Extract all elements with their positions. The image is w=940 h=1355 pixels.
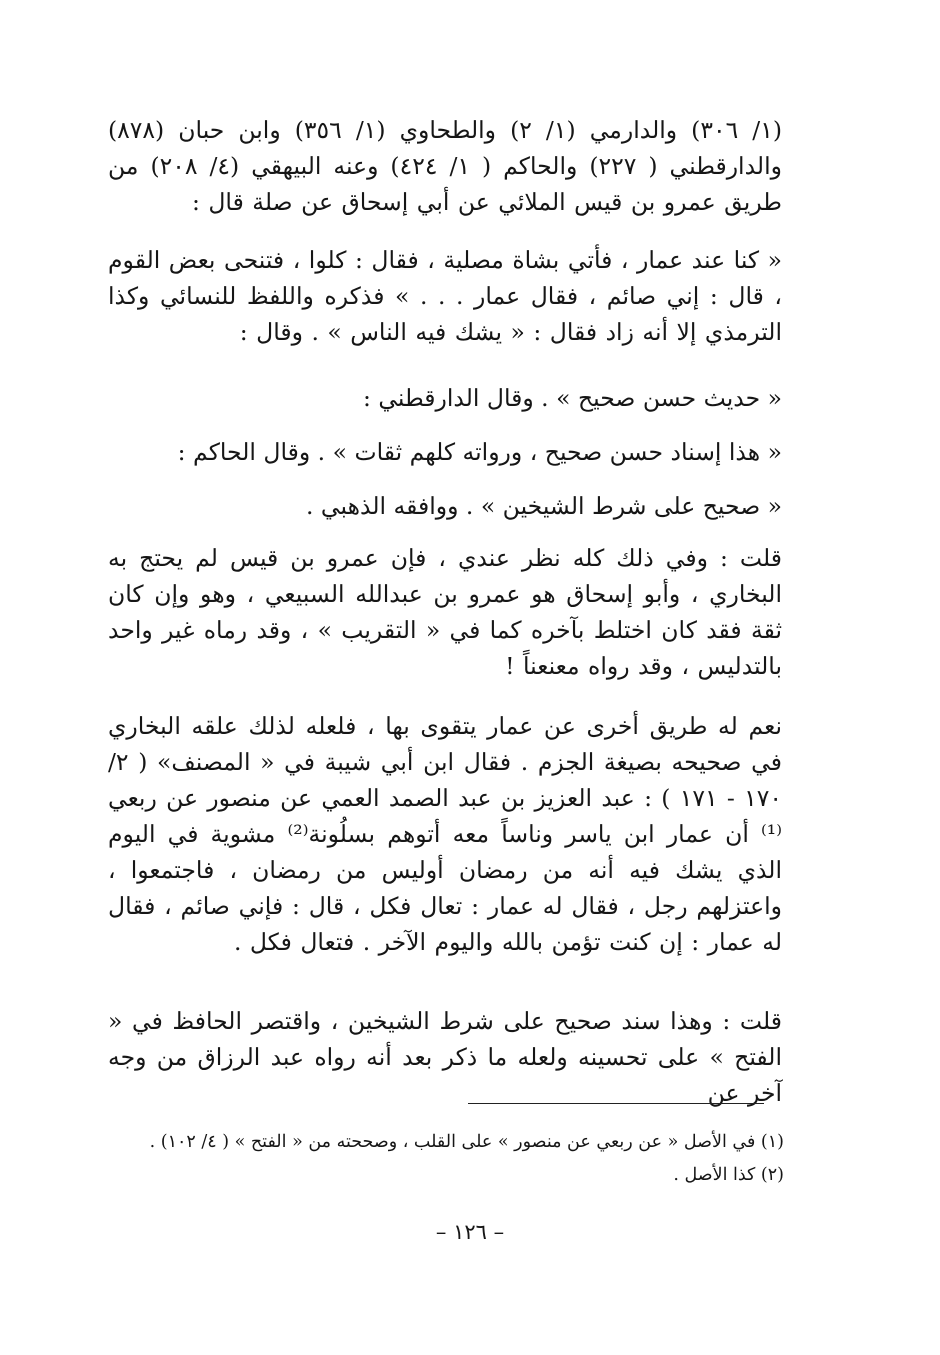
footnote-2: (٢) كذا الأصل . [673,1165,784,1185]
paragraph-sources: (١/ ٣٠٦) والدارمي (١/ ٢) والطحاوي (١/ ٣٥٦) وابن حبان (٨٧٨) والدارقطني ( ٢٢٧) والحاكم ( ١/ ٤٢٤) وعنه البيهقي (٤/ ٢٠٨) من طريق عمرو بن قيس الملائي عن أبي إسحاق عن صلة قال : [108,116,783,216]
paragraph-conclusion: قلت : وهذا سند صحيح على شرط الشيخين ، واقتصر الحافظ في « الفتح » على تحسينه ولعله ما ذكر بعد أنه رواه عبد الرزاق من وجه آخر عن [108,1007,782,1107]
paragraph-criticism: قلت : وفي ذلك كله نظر عندي ، فإن عمرو بن قيس لم يحتج به البخاري ، وأبو إسحاق هو عمرو بن عبدالله السبيعي ، وهو وإن كان ثقة فقد كان اختلط بآخره كما في « التقريب » ، وقد رماه غير واحد بالتدليس ، وقد رواه معنعناً ! [108,544,782,680]
quote-hakim: « صحيح على شرط الشيخين » . ووافقه الذهبي . [305,492,782,520]
paragraph-hadith-text: « كنا عند عمار ، فأتي بشاة مصلية ، فقال : كلوا ، فتنحى بعض القوم ، قال : إني صائم ، فقال عمار . . . » فذكره واللفظ للنسائي وكذا الترمذي إلا أنه زاد فقال : « يشك فيه الناس » . وقال : [108,246,782,346]
footnote-1: (١) في الأصل « عن ربعي عن منصور » على القلب ، وصححته من « الفتح » ( ٤/ ١٠٢) . [149,1132,784,1152]
footnote-separator [468,1103,764,1104]
paragraph-other-route: نعم له طريق أخرى عن عمار يتقوى بها ، فلعله لذلك علقه البخاري في صحيحه بصيغة الجزم . فقال ابن أبي شيبة في « المصنف» ( ٢/ ١٧٠ - ١٧١ ) : عبد العزيز بن عبد الصمد العمي عن منصور عن ربعي ⁽¹⁾ أن عمار ابن ياسر وناساً معه أتوهم بسلُونة⁽²⁾ مشوية في اليوم الذي يشك فيه أنه من رمضان أوليس من رمضان ، فاجتمعوا ، واعتزلهم رجل ، فقال له عمار : تعال فكل ، قال : فإني صائم ، فقال له عمار : إن كنت تؤمن بالله واليوم الآخر . فتعال فكل . [108,712,782,956]
page-number: – ١٢٦ – [435,1220,505,1244]
quote-tirmidhi: « حديث حسن صحيح » . وقال الدارقطني : [362,384,782,412]
quote-daraqutni: « هذا إسناد حسن صحيح ، ورواته كلهم ثقات » . وقال الحاكم : [177,438,782,466]
